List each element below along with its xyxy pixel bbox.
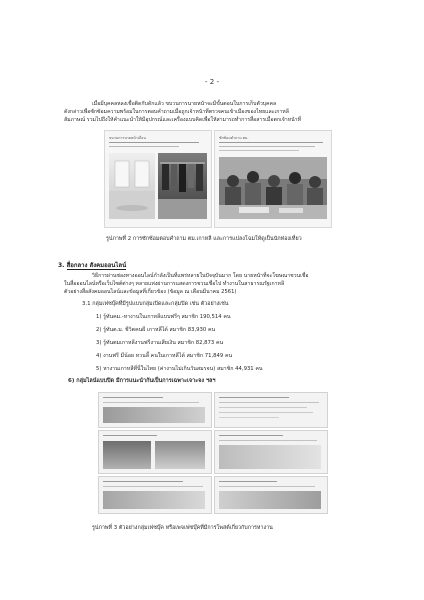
figure-3 [98,392,328,516]
group-meeting-photo [219,157,327,219]
text-line [109,146,179,147]
facebook-post-screenshot [214,476,328,514]
text-line [103,397,163,398]
paragraph-line: ตัวอย่างสื่อสังคมออนไลน์และข้อมูลที่เกี่ยวข้อง (ข้อมูล ณ เดือนมีนาคม 2561) [64,289,237,295]
post-image [103,407,205,423]
text-line [219,407,307,408]
post-image [155,441,205,469]
list-item: 1) รู้ทันคม.-หางานในเกาหลีแบบฟรีๆ สมาชิก 190,514 คน [96,314,231,320]
section-3-heading [58,260,126,270]
subsection-3-1-label: 3.1 กลุ่มเฟซบุ๊คที่มีรูปแบบกลุ่มเปิดและกลุ่มปิด เช่น ตัวอย่างเช่น [82,301,229,307]
section-number: 3. [58,262,65,269]
facebook-post-screenshot [214,430,328,474]
post-image [219,445,321,469]
clothes-rack-photo [158,153,207,219]
facebook-post-screenshot [98,430,212,474]
text-line [103,486,203,487]
post-image [103,441,151,469]
facebook-post-screenshot [214,392,328,428]
screenshot-right-panel [214,130,332,228]
post-image [219,491,321,509]
section-title: สื่อกลาง สังคมออนไลน์ [66,262,127,269]
text-line [219,486,315,487]
list-item: 3) รู้ทันตมเกาหลีงานฟรีงานเสียเงิน สมาชิก 82,873 คน [96,340,224,346]
figure-2 [104,130,330,226]
room-photo [109,153,155,219]
text-line [219,142,323,143]
list-item-6: 6) กลุ่มไลน์แบบปิด มีการแนะนำกันเป็นการเฉพาะเจาะจง ฯลฯ [68,378,216,384]
room-photo-drawing [109,153,155,219]
figure-3-caption: รูปภาพที่ 3 ตัวอย่างกลุ่มเฟซบุ๊ค หรือเพจเฟซบุ๊คที่มีการโพสต์เกี่ยวกับการหางาน [92,525,273,531]
text-line [103,402,199,403]
paragraph-line: ในสื่อออนไลน์หรือเว็บไซต์ต่างๆ หลายแห่งผ่านการแสดงการชวนเชื่อไป ทำงานในสาธารณรัฐเกาหลี [64,281,285,287]
screenshot-left-panel [104,130,212,228]
text-line [109,142,199,143]
text-line [103,481,183,482]
group-meeting-drawing [219,157,327,219]
paragraph-line: ดังกล่าวเพื่อซักซ้อมความพร้อมในการตอบคำถามเมื่อถูกเจ้าหน้าที่ตรวจคนเข้าเมืองของไทยและเกาหลี [64,109,289,115]
list-item: 4) งานฟรี มีน้อย หวนลี้ คนในเกาหลีได้ สมาชิก 71,849 คน [96,353,233,359]
facebook-post-screenshot [98,392,212,428]
text-line [219,435,283,436]
post-image [103,491,205,509]
text-line [103,435,157,436]
list-item: 2) รู้ทันต.ม. ชีวิตคนผี เกาหลีได้ สมาชิก 83,930 คน [96,327,216,333]
text-line [219,402,319,403]
text-line [219,440,317,441]
panel-header: ซักซ้อมคำถาม ตม. [219,136,249,140]
text-line [219,481,277,482]
page-number: - 2 - [205,78,219,86]
clothes-rack-drawing [158,153,207,219]
text-line [219,150,299,151]
paragraph-line: วิธีการผ่านช่องทางออนไลน์กำลังเป็นที่แพร่หลายในปัจจุบันมาก โดย นายหน้าที่จะโฆษณาชวนเชื่อ [92,273,309,279]
list-item: 5) หางานเกาหลีที่นี่ในไทย (ค่างานไม่เกินวันสมรจน) สมาชิก 44,931 คน [96,366,263,372]
text-line [219,146,315,147]
text-line [219,417,279,418]
facebook-post-screenshot [98,476,212,514]
panel-header: ขบวนการนายหน้าเถื่อน [109,136,146,140]
text-line [219,412,313,413]
paragraph-line: สัมภาษณ์ รวมไปถึงให้คำแนะนำให้มีอุปกรณ์และเครื่องแบบคิดเพื่อให้สามารถทำการสื่อสารเมื่อตกเจ้าหน้าที่ [64,117,301,123]
figure-2-caption: รูปภาพที่ 2 การซักซ้อมตอบคำถาม ตม.เกาหลี และการแปลงโฉมให้ดูเป็นนักท่องเที่ยว [106,236,302,242]
text-line [219,397,289,398]
paragraph-line: เมื่อมีบุคคลหลงเชื่อติดกับดักแล้ว ขบวนการนายหน้าจะมีขั้นตอนในการเก็บตัวบุคคล [92,101,277,107]
